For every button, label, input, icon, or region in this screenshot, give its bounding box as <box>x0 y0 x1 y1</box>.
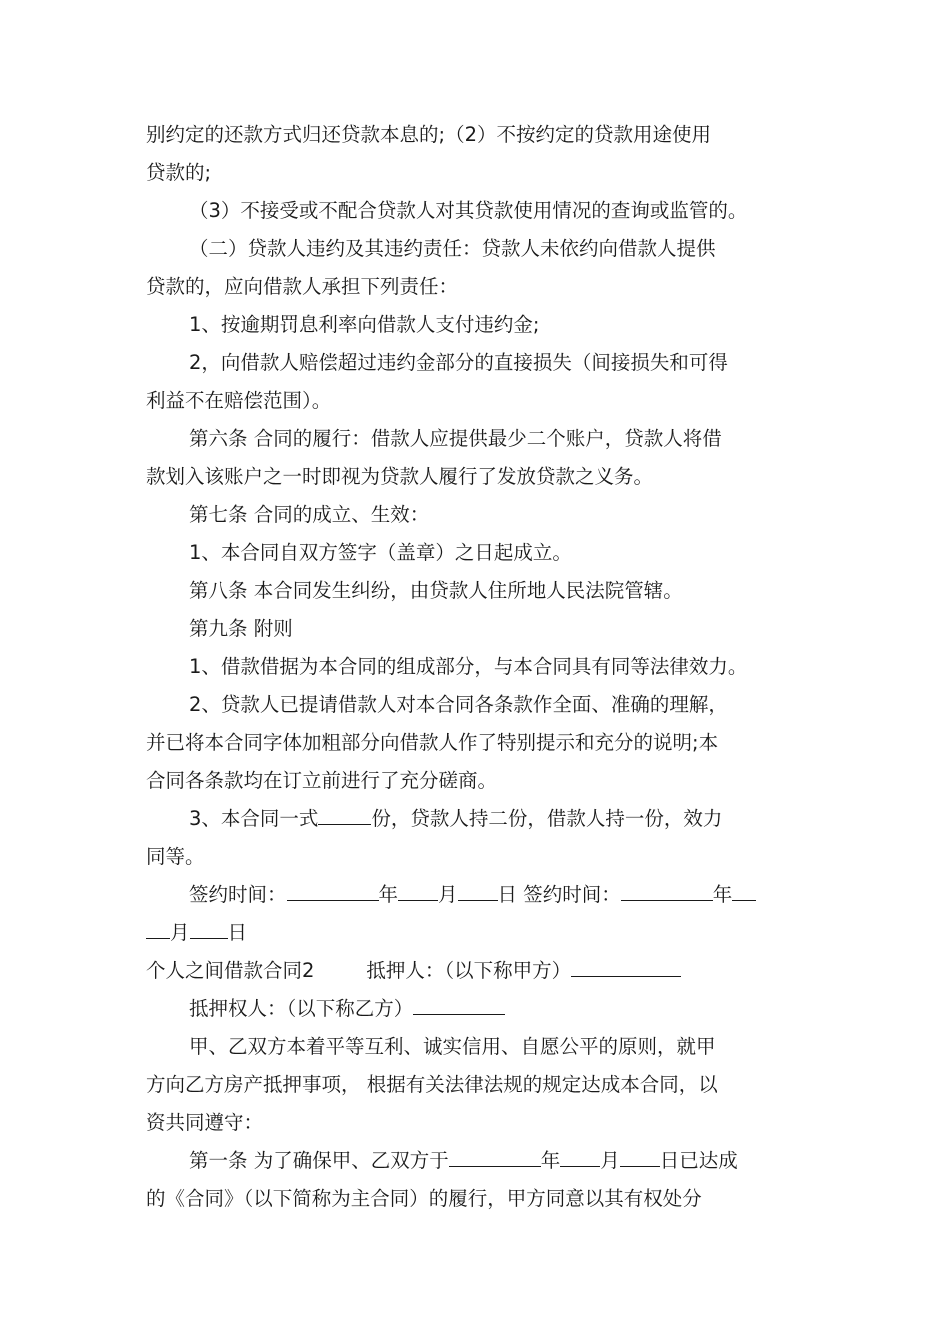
text-line: 1、按逾期罚息利率向借款人支付违约金; <box>189 313 540 336</box>
text-line: （3）不接受或不配合贷款人对其贷款使用情况的查询或监管的。 <box>189 199 748 222</box>
blank-field <box>287 880 379 901</box>
text-line: 资共同遵守： <box>146 1111 264 1134</box>
year-label: 年 <box>378 883 399 906</box>
text-line: 合同各条款均在订立前进行了充分磋商。 <box>146 769 498 792</box>
text-line: 1、本合同自双方签字（盖章）之日起成立。 <box>189 541 572 564</box>
mortgagor-label: 抵押人：（以下称甲方） <box>366 959 572 982</box>
copies-suffix: 份，贷款人持二份，借款人持一份，效力 <box>371 807 723 830</box>
text-line: 利益不在赔偿范围）。 <box>146 389 332 412</box>
blank-field <box>620 1146 660 1167</box>
blank-field <box>449 1146 541 1167</box>
copies-prefix: 3、本合同一式 <box>189 807 319 830</box>
text-line: 贷款的，应向借款人承担下列责任： <box>146 275 459 298</box>
copies-line <box>146 800 818 838</box>
text-line: 1、借款借据为本合同的组成部分，与本合同具有同等法律效力。 <box>189 655 748 678</box>
text-line: 甲、乙双方本着平等互利、诚实信用、自愿公平的原则，就甲 <box>189 1035 716 1058</box>
text-line: 第六条 合同的履行：借款人应提供最少二个账户，贷款人将借 <box>189 427 722 450</box>
blank-field <box>318 804 371 825</box>
signing-label: 签约时间： <box>189 883 287 906</box>
text-line: 2、贷款人已提请借款人对本合同各条款作全面、准确的理解， <box>189 693 728 716</box>
text-line: 的《合同》（以下简称为主合同）的履行，甲方同意以其有权处分 <box>146 1187 702 1210</box>
blank-field <box>560 1146 600 1167</box>
blank-field <box>398 880 438 901</box>
contract2-header-line <box>146 952 818 990</box>
day-label: 日 <box>497 883 518 906</box>
blank-field <box>190 918 228 939</box>
text-line: 方向乙方房产抵押事项， 根据有关法律法规的规定达成本合同，以 <box>146 1073 718 1096</box>
signing-line <box>146 876 818 914</box>
text-line: 2，向借款人赔偿超过违约金部分的直接损失（间接损失和可得 <box>189 351 728 374</box>
text-line: 第八条 本合同发生纠纷，由贷款人住所地人民法院管辖。 <box>189 579 683 602</box>
contract2-title: 个人之间借款合同2 <box>146 959 315 982</box>
text-line: 贷款的; <box>146 161 212 184</box>
blank-field <box>413 994 505 1015</box>
blank-field <box>571 956 681 977</box>
mortgagee-line <box>146 990 818 1028</box>
text-line: 第七条 合同的成立、生效： <box>189 503 430 526</box>
text-line: （二）贷款人违约及其违约责任：贷款人未依约向借款人提供 <box>189 237 716 260</box>
year-label: 年 <box>712 883 733 906</box>
year-label: 年 <box>540 1149 561 1172</box>
blank-field <box>458 880 498 901</box>
text-line: 同等。 <box>146 845 205 868</box>
day-label: 日 <box>227 921 248 944</box>
month-label: 月 <box>438 883 458 906</box>
article1-prefix: 第一条 为了确保甲、乙双方于 <box>189 1149 449 1172</box>
signing-label: 签约时间： <box>517 883 621 906</box>
text-line: 别约定的还款方式归还贷款本息的;（2）不按约定的贷款用途使用 <box>146 123 711 146</box>
article1-suffix: 日已达成 <box>659 1149 738 1172</box>
document-body <box>146 116 818 1218</box>
text-line: 第九条 附则 <box>189 617 293 640</box>
month-label: 月 <box>600 1149 620 1172</box>
signing-line-cont <box>146 914 818 952</box>
blank-field <box>146 918 170 939</box>
blank-field <box>732 880 756 901</box>
mortgagee-label: 抵押权人：（以下称乙方） <box>189 997 414 1020</box>
article1-line <box>146 1142 818 1180</box>
month-label: 月 <box>170 921 190 944</box>
text-line: 款划入该账户之一时即视为贷款人履行了发放贷款之义务。 <box>146 465 654 488</box>
blank-field <box>621 880 713 901</box>
text-line: 并已将本合同字体加粗部分向借款人作了特别提示和充分的说明;本 <box>146 731 719 754</box>
